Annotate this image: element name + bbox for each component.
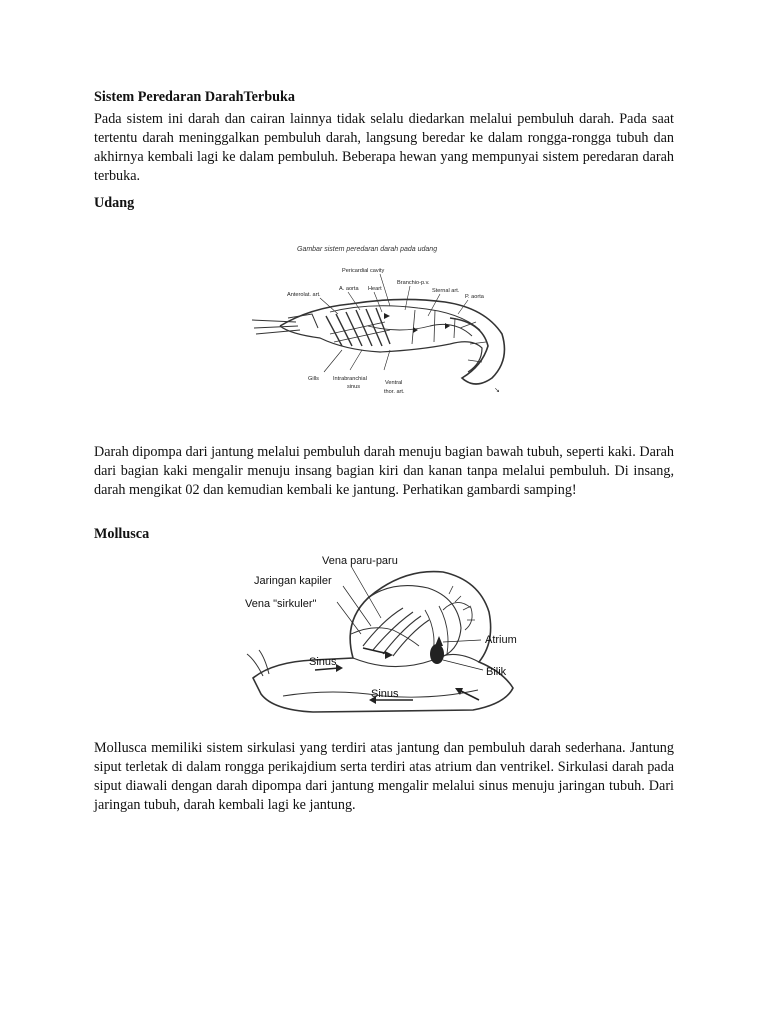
shrimp-figure-caption: Gambar sistem peredaran darah pada udang: [297, 246, 438, 253]
label-intrabranchial: Intrabranchial: [333, 376, 367, 382]
shrimp-drawing: [252, 299, 504, 384]
section-title-open-circulation: Sistem Peredaran DarahTerbuka: [94, 89, 295, 105]
mollusca-paragraph: Mollusca memiliki sistem sirkulasi yang terdiri atas jantung dan pembuluh darah sederhana. Jantung siput terletak di dalam rongga perikajdium serta terdiri atas atrium dan ventrikel. Sirkulasi darah pada siput diawali dengan darah dipompa dari jantung mengalir melalui sinus menuju jaringan tubuh. Dari jaringan tubuh, darah kembali lagi ke jantung.: [94, 740, 674, 813]
label-vena-paru-paru: Vena paru-paru: [322, 555, 398, 567]
section-title-mollusca: Mollusca: [94, 526, 150, 542]
snail-heart: [430, 636, 444, 664]
label-vena-sirkuler: Vena "sirkuler": [245, 598, 317, 610]
label-atrium: Atrium: [485, 634, 517, 646]
label-intrabranchial-sinus: sinus: [347, 384, 361, 390]
label-heart: Heart: [368, 286, 382, 292]
snail-label-leaders: [337, 566, 483, 670]
shrimp-scale-arrow: ↘: [494, 387, 500, 394]
shrimp-circulation-figure: [250, 238, 515, 400]
intro-paragraph: Pada sistem ini darah dan cairan lainnya tidak selalu diedarkan melalui pembuluh darah. Pada saat tertentu darah meninggalkan pembuluh darah, langsung beredar ke dalam rongga-rongga tubuh dan akhirnya kembali lagi ke dalam pembuluh. Beberapa hewan yang mempunyai sistem peredaran darah terbuka.: [94, 111, 674, 184]
label-anterolat-art: Anterolat. art.: [287, 292, 321, 298]
section-title-udang: Udang: [94, 195, 135, 211]
label-pericardial-cavity: Pericardial cavity: [342, 268, 385, 274]
udang-paragraph: Darah dipompa dari jantung melalui pembuluh darah menuju bagian bawah tubuh, seperti kaki. Darah dari bagian kaki mengalir menuju insang bagian kiri dan kanan tanpa melalui pembuluh. Di insang, darah mengikat 02 dan kemudian kembali ke jantung. Perhatikan gambardi samping!: [94, 444, 674, 498]
label-gills: Gills: [308, 376, 319, 382]
label-ventral-thor-art: thor. art.: [384, 389, 405, 395]
label-sinus-lower: Sinus: [371, 688, 399, 700]
label-sternal-art: Sternal art.: [432, 288, 460, 294]
label-sinus-upper: Sinus: [309, 656, 337, 668]
label-ventral: Ventral: [385, 380, 403, 386]
label-branchio: Branchio-p.v.: [397, 280, 430, 286]
snail-circulation-figure: [243, 550, 523, 722]
label-a-aorta: A. aorta: [339, 286, 359, 292]
label-jaringan-kapiler: Jaringan kapiler: [254, 575, 332, 587]
label-p-aorta: P. aorta: [465, 294, 484, 300]
label-bilik: Bilik: [486, 666, 507, 678]
